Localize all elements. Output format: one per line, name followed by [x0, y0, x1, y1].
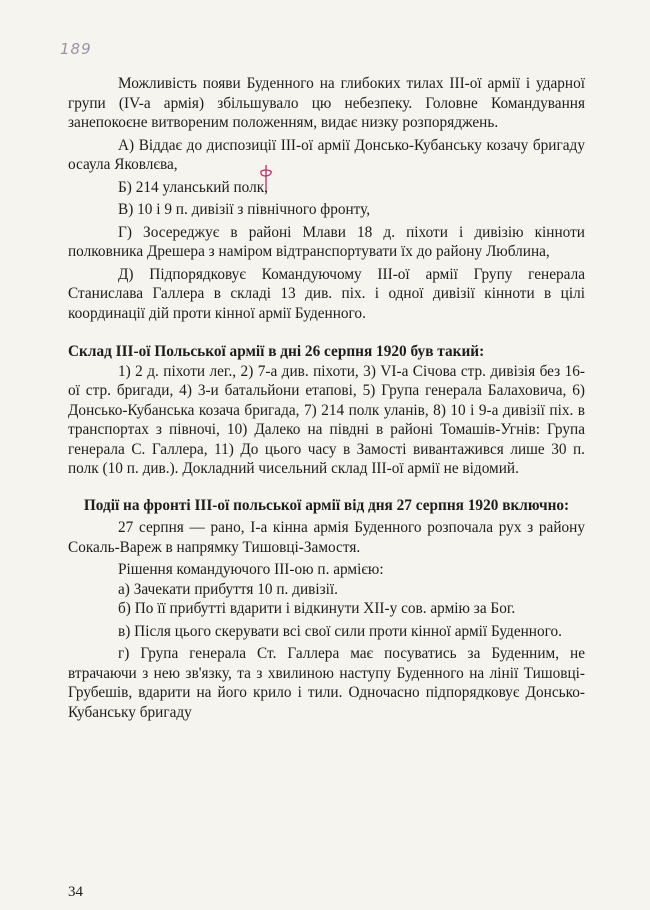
- paragraph: Б) 214 уланський полк,: [118, 178, 268, 196]
- handwritten-folio-number: 189: [60, 40, 92, 58]
- paragraph: г) Група генерала Ст. Галлера має посуватись за Буденним, не втрачаючи з нею зв'язку, та з хвилиною наступу Буденного на лінії Тишовці-Грубешів, вдарити на його крило і тили. Одночасно підпорядковує Донсько-Кубанську бригаду: [68, 645, 585, 721]
- paragraph: Д) Підпорядковує Командуючому III-ої армії Групу генерала Станислава Галлера в складі 13 див. піх. і одної дивізії кінноти в цілі координації дій проти кінної армії Буденного.: [68, 265, 585, 322]
- paragraph: б) По її прибутті вдарити і відкинути XII-у сов. армію за Бог.: [118, 600, 516, 617]
- paragraph: Можливість появи Буденного на глибоких тилах III-ої армії і ударної групи (IV-a армія) збільшувало цю небезпеку. Головне Командування занепокоєне витвореним положенням, видає низку розпоряджень.: [68, 75, 585, 131]
- paragraph: а) Зачекати прибуття 10 п. дивізії.: [118, 580, 338, 598]
- paragraph: В) 10 і 9 п. дивізії з північного фронту,: [118, 201, 371, 218]
- paragraph: 27 серпня — рано, І-а кінна армія Буденного розпочала рух з району Сокаль-Вареж в напрямку Тишовці-Замостя.: [68, 519, 585, 556]
- section-heading: Події на фронті III-ої польської армії від дня 27 серпня 1920 включно:: [83, 496, 570, 514]
- paragraph: 1) 2 д. піхоти лег., 2) 7-а див. піхоти, 3) VI-а Січова стр. дивізія без 16-ої стр. бригади, 4) 3-и батальйони етапові, 5) Група генерала Балаховича, 6) Донсько-Кубанська козача бригада, 7) 214 полк уланів, 8) 10 і 9-а дивізії піх. в транспортах з півночі, 10) Далеко на півдні в районі Томашів-Угнів: Група генерала С. Галлера, 11) До цього часу в Замості вивантажився лише 30 п. полк (10 п. див.). Докладний чисельний склад III-ої армії не відомий.: [68, 362, 585, 477]
- paragraph: в) Після цього скерувати всі свої сили проти кінної армії Буденного.: [118, 622, 562, 640]
- paragraph: Рішення командуючого III-ою п. армією:: [118, 561, 384, 578]
- section-heading: Склад III-ої Польської армії в дні 26 серпня 1920 був такий:: [68, 343, 485, 360]
- paragraph: А) Віддає до диспозиції III-ої армії Донсько-Кубанську козачу бригаду осаула Яковлєва,: [68, 136, 585, 173]
- body-text: [68, 74, 585, 722]
- paragraph: Г) Зосереджує в районі Млави 18 д. піхоти і дивізію кінноти полковника Дрешера з наміром відтранспортувати їх до району Люблина,: [68, 223, 585, 260]
- page-number: 34: [68, 884, 83, 900]
